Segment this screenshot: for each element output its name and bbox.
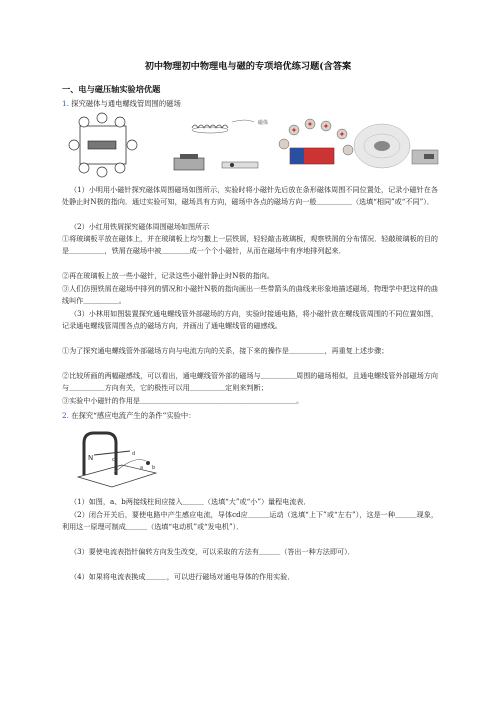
svg-text:d: d <box>132 451 136 457</box>
figure-label: 磁体 <box>258 120 269 126</box>
question-2-part-2: （2）闭合开关后，要使电路中产生感应电流，导体cd应＿＿＿运动（选填“上下”或“左右”），这是一种＿＿＿现象，利用这一原理可制成＿＿＿（选填“电动机”或“发电机”）． <box>62 510 438 532</box>
question-1-part-3-step-2: ②比较所画的两幅磁感线，可以看出，通电螺线管外部的磁场与＿＿＿＿＿周围的磁场相似，且通电螺线管外部磁场方向与＿＿＿＿＿方向有关，它的极性可以用＿＿＿＿＿定则来判断； <box>62 371 438 393</box>
question-1-title: 探究磁体与通电螺线管周围的磁场 <box>71 99 181 108</box>
question-2-number: 2. <box>62 411 69 420</box>
iron-filings-figure <box>354 124 438 168</box>
question-2-title: 在探究“感应电流产生的条件”实验中： <box>71 411 196 420</box>
question-1-heading <box>62 99 181 109</box>
section-heading: 一、电与磁压轴实验培优题 <box>62 84 161 94</box>
horseshoe-magnet-figure <box>279 119 353 164</box>
question-2-heading <box>62 411 196 421</box>
svg-text:a: a <box>140 465 144 471</box>
question-1-number: 1. <box>62 99 69 108</box>
question-2-part-4: （4）如果将电流表换成＿＿＿，可以进行磁场对通电导体的作用实验． <box>70 572 295 581</box>
compass-ring-figure <box>69 113 137 177</box>
question-1-step-1: ①将玻璃板平放在磁体上，并在玻璃板上均匀撒上一层铁屑，轻轻敲击玻璃板，观察铁屑的分布情况．轻敲玻璃板的目的是＿＿＿＿＿，铁屑在磁场中被＿＿＿＿成一个个小磁针，从而在磁场中有序地排列起来． <box>62 234 438 256</box>
svg-text:c: c <box>112 457 115 463</box>
question-2-part-1: （1）如图，a、b两接线柱间应接入＿＿＿（选填“大”或“小”）量程电流表． <box>70 497 311 506</box>
magnet-figure-row <box>62 110 442 180</box>
question-1-part-1: （1）小明用小磁针探究磁体周围磁场如图所示，实验时将小磁针先后放在条形磁体周围不同位置处，记录小磁针在各处静止时N极的指向．通过实验可知，磁场具有方向，磁场中各点的磁场方向一般＿＿＿＿＿（选填“相同”或“不同”）． <box>62 185 438 207</box>
question-1-part-3: （3）小林用如图装置探究通电螺线管外部磁场的方向，实验时接通电路，将小磁针放在螺线管周围的不同位置如图，记录通电螺线管周围各点的磁场方向，并画出了通电螺线管的磁感线。 <box>62 309 438 331</box>
question-2-part-3: （3）要使电流表指针偏转方向发生改变，可以采取的方法有＿＿＿（答出一种方法即可）． <box>70 547 355 556</box>
question-1-part-2: （2）小红用铁屑探究磁体周围磁场如图所示 <box>70 222 210 231</box>
question-1-part-3-step-3: ③实验中小磁针的作用是＿＿＿＿＿＿＿＿＿＿＿＿＿＿＿＿＿＿＿＿＿＿。 <box>62 396 304 405</box>
question-1-part-3-step-1: ①为了探究通电螺线管外部磁场方向与电流方向的关系，接下来的操作是＿＿＿＿＿，再重复上述步骤； <box>62 346 389 355</box>
induction-apparatus-figure <box>74 425 164 495</box>
svg-text:N: N <box>88 454 94 462</box>
svg-text:b: b <box>152 465 156 471</box>
solenoid-figure <box>174 119 268 170</box>
question-1-step-3: ③人们仿照铁屑在磁场中排列的情况和小磁针N极的指向画出一些带箭头的曲线来形象地描述磁场，物理学中把这样的曲线叫作＿＿＿＿＿。 <box>62 284 438 306</box>
question-1-step-2: ②再在玻璃板上放一些小磁针，记录这些小磁针静止时N极的指向。 <box>62 271 274 280</box>
page-title: 初中物理初中物理电与磁的专项培优练习题(含答案 <box>144 61 352 72</box>
